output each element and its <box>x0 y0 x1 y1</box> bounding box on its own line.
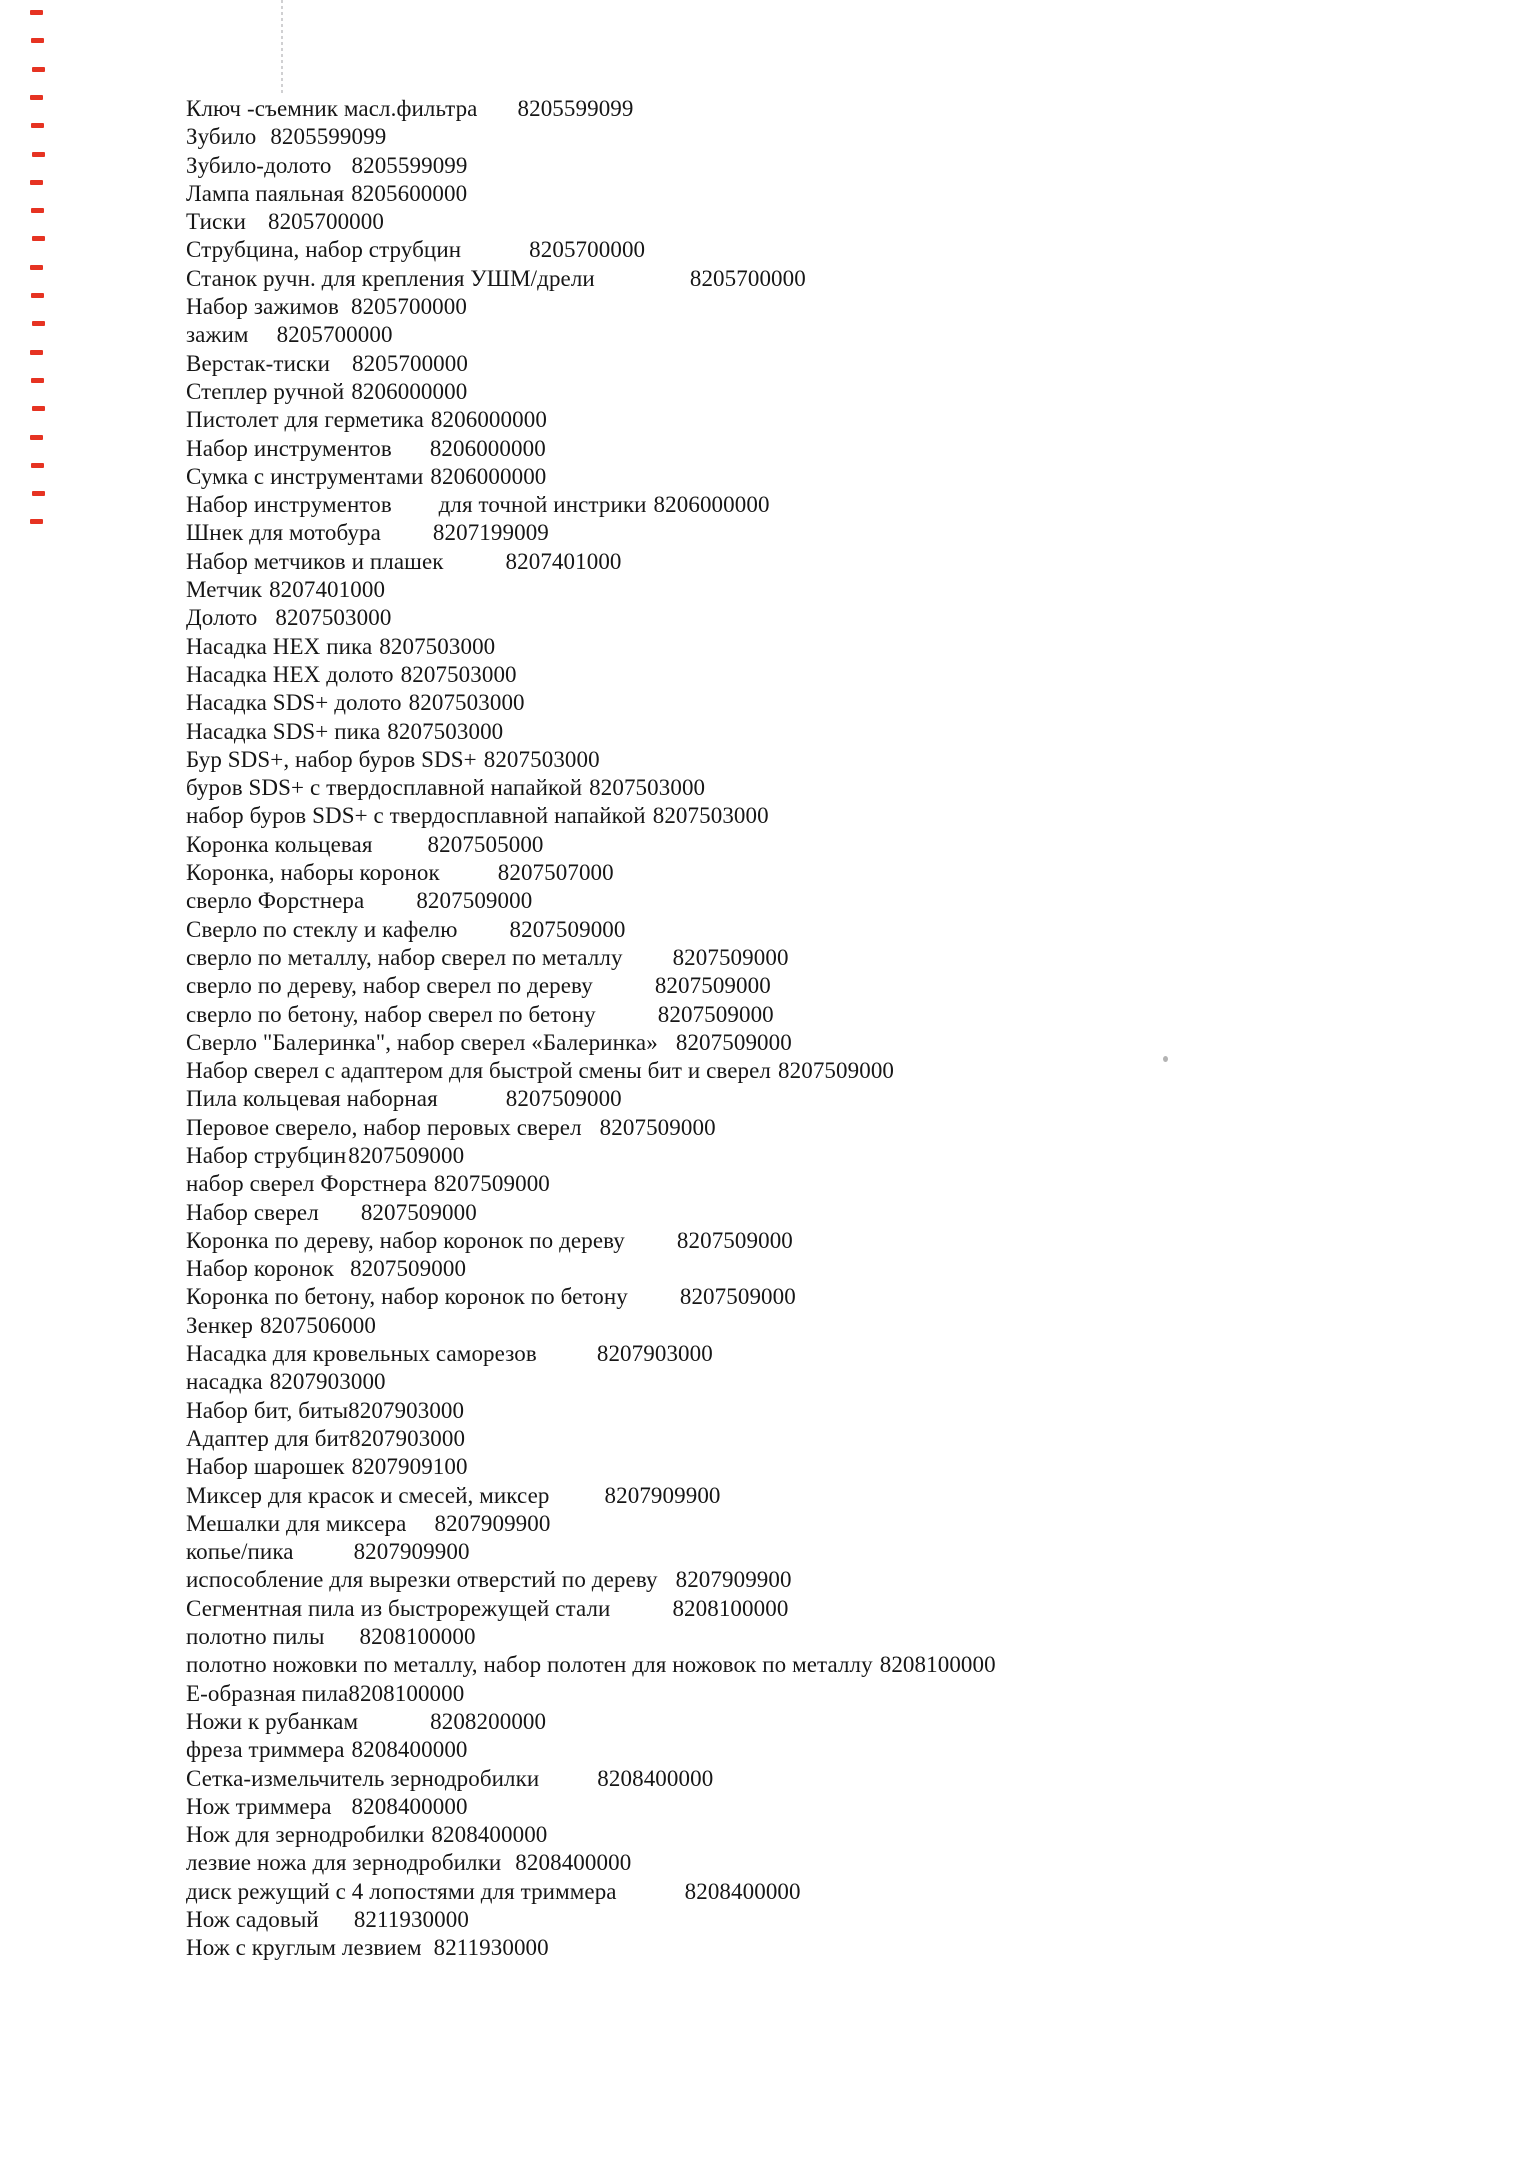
item-code: 8208100000 <box>879 1652 996 1678</box>
red-margin-dash <box>32 67 45 72</box>
item-gap <box>406 1530 434 1531</box>
list-item <box>186 774 1486 802</box>
item-gap <box>319 1926 354 1927</box>
item-code: 8205600000 <box>351 180 468 206</box>
item-code: 8207509000 <box>360 1199 477 1225</box>
item-name: Набор инструментов для точной инстрики <box>186 492 647 518</box>
item-gap <box>332 1813 352 1814</box>
red-margin-dash <box>31 293 44 298</box>
red-margin-dash <box>30 265 43 270</box>
item-code: 8206000000 <box>351 378 468 404</box>
item-gap <box>461 256 529 257</box>
item-gap <box>424 426 431 427</box>
item-name: фреза триммера <box>186 1737 345 1763</box>
item-gap <box>262 596 269 597</box>
item-name: Нож садовый <box>186 1907 319 1932</box>
red-margin-dash <box>30 10 43 15</box>
list-item <box>186 1595 1486 1623</box>
list-item <box>186 859 1486 887</box>
list-item <box>186 689 1486 717</box>
item-name: Набор инструментов <box>186 435 392 461</box>
list-item <box>186 718 1486 746</box>
item-code: 8207509000 <box>416 888 533 914</box>
list-item <box>186 1312 1486 1340</box>
item-gap <box>427 1190 434 1191</box>
red-margin-dash <box>30 435 43 440</box>
list-item <box>186 1765 1486 1793</box>
list-item <box>186 1538 1486 1566</box>
item-code: 8207509000 <box>679 1284 796 1310</box>
item-code: 8205700000 <box>351 350 468 376</box>
item-gap <box>332 172 352 173</box>
item-name: лезвие ножа для зернодробилки <box>186 1850 502 1876</box>
item-gap <box>345 1756 352 1757</box>
list-item <box>186 548 1486 576</box>
item-code: 8207503000 <box>589 775 706 801</box>
list-item <box>186 1199 1486 1227</box>
list-item <box>186 1085 1486 1113</box>
item-code: 8207509000 <box>654 973 771 999</box>
item-gap <box>658 1049 676 1050</box>
list-item <box>186 1340 1486 1368</box>
item-code: 8207503000 <box>387 718 504 744</box>
list-item <box>186 519 1486 547</box>
item-name: Верстак-тиски <box>186 350 330 376</box>
red-margin-dash <box>32 152 45 157</box>
item-gap <box>253 1332 260 1333</box>
item-code: 8206000000 <box>653 492 770 518</box>
item-code: 8211930000 <box>353 1907 469 1932</box>
item-gap <box>345 1473 352 1474</box>
item-name: Шнек для мотобура <box>186 520 381 546</box>
item-gap <box>539 1785 597 1786</box>
scan-crease-artifact <box>281 0 283 96</box>
item-name: Метчик <box>186 577 263 603</box>
red-margin-dash <box>30 350 43 355</box>
item-name: Набор бит, биты <box>186 1397 349 1423</box>
red-margin-dash <box>32 236 45 241</box>
red-margin-dash <box>31 208 44 213</box>
item-code: 8208100000 <box>359 1624 476 1650</box>
item-code: 8208400000 <box>351 1737 468 1763</box>
item-code: 8205700000 <box>350 294 467 320</box>
item-name: Набор зажимов <box>186 294 339 320</box>
list-item <box>186 1793 1486 1821</box>
list-item <box>186 604 1486 632</box>
item-code: 8207509000 <box>675 1029 792 1055</box>
item-code: 8208200000 <box>430 1708 547 1734</box>
item-code: 8207401000 <box>505 548 622 574</box>
item-code: 8207509000 <box>350 1256 467 1282</box>
item-name: Коронка кольцевая <box>186 831 373 857</box>
item-code: 8207506000 <box>259 1312 376 1338</box>
item-code: 8207503000 <box>275 605 392 631</box>
item-gap <box>392 455 430 456</box>
item-code: 8207509000 <box>509 916 626 942</box>
red-margin-dash <box>31 38 44 43</box>
item-code: 8205700000 <box>276 322 393 348</box>
list-item <box>186 180 1486 208</box>
item-name: Насадка HEX пика <box>186 633 373 659</box>
item-code: 8205599099 <box>351 152 468 178</box>
item-name: Набор струбцин <box>186 1142 347 1168</box>
list-item <box>186 916 1486 944</box>
list-item <box>186 1906 1486 1934</box>
item-name: сверло по дереву, набор сверел по дереву <box>186 973 593 999</box>
list-item <box>186 265 1486 293</box>
item-code: 8207909100 <box>351 1454 468 1480</box>
item-code: 8206000000 <box>430 407 547 433</box>
item-name: Степлер ручной <box>186 378 345 404</box>
list-item <box>186 1736 1486 1764</box>
item-name: буров SDS+ с твердосплавной напайкой <box>186 775 583 801</box>
item-code: 8207903000 <box>348 1397 465 1423</box>
list-item <box>186 1255 1486 1283</box>
item-name: Коронка по бетону, набор коронок по бетону <box>186 1284 628 1310</box>
item-gap <box>422 1954 434 1955</box>
item-name: Лампа паяльная <box>186 180 345 206</box>
item-code: 8208400000 <box>515 1850 632 1876</box>
item-code: 8206000000 <box>430 463 547 489</box>
item-gap <box>647 511 654 512</box>
item-code: 8207903000 <box>269 1369 386 1395</box>
item-name: Тиски <box>186 209 246 235</box>
item-code: 8208100000 <box>672 1595 789 1621</box>
red-margin-dash <box>31 123 44 128</box>
list-item <box>186 802 1486 830</box>
list-item <box>186 491 1486 519</box>
item-code: 8207909900 <box>604 1482 721 1508</box>
item-name: набор сверел Форстнера <box>186 1171 427 1197</box>
item-name: копье/пика <box>186 1539 294 1565</box>
list-item <box>186 350 1486 378</box>
red-margin-dash <box>30 180 43 185</box>
list-item <box>186 1142 1486 1170</box>
item-gap <box>381 539 433 540</box>
item-name: Зенкер <box>186 1312 253 1338</box>
item-name: Нож триммера <box>186 1793 332 1819</box>
item-name: Пистолет для герметика <box>186 407 424 433</box>
item-gap <box>771 1077 778 1078</box>
list-item <box>186 406 1486 434</box>
item-gap <box>582 1134 600 1135</box>
item-name: Набор метчиков и плашек <box>186 548 444 574</box>
list-item <box>186 1482 1486 1510</box>
item-gap <box>873 1671 880 1672</box>
item-code: 8207509000 <box>599 1114 716 1140</box>
item-code: 8211930000 <box>433 1935 549 1961</box>
item-name: Сумка с инструментами <box>186 463 424 489</box>
list-item <box>186 435 1486 463</box>
item-gap <box>325 1643 360 1644</box>
item-code: 8207503000 <box>400 661 517 687</box>
item-code: 8207503000 <box>483 746 600 772</box>
item-name: Миксер для красок и смесей, миксер <box>186 1482 550 1508</box>
list-item <box>186 1453 1486 1481</box>
item-code: 8208400000 <box>597 1765 714 1791</box>
item-gap <box>501 1869 515 1870</box>
item-code: 8208400000 <box>684 1878 801 1904</box>
item-code: 8207909900 <box>353 1539 470 1565</box>
red-margin-dash <box>31 463 44 468</box>
list-item <box>186 1001 1486 1029</box>
item-name: Долото <box>186 605 258 631</box>
list-item <box>186 208 1486 236</box>
item-code: 8205599099 <box>517 96 634 121</box>
item-name: Набор сверел с адаптером для быстрой смены бит и сверел <box>186 1058 772 1084</box>
list-item <box>186 1708 1486 1736</box>
item-name: полотно ножовки по металлу, набор полотен для ножовок по металлу <box>186 1652 873 1678</box>
item-code: 8207509000 <box>348 1142 465 1168</box>
item-gap <box>358 1728 430 1729</box>
item-gap <box>263 1388 270 1389</box>
item-code: 8207509000 <box>778 1058 895 1084</box>
item-name: Сегментная пила из быстрорежущей стали <box>186 1595 611 1621</box>
item-gap <box>319 1219 361 1220</box>
list-item <box>186 831 1486 859</box>
item-gap <box>249 341 277 342</box>
item-code: 8207401000 <box>269 577 386 603</box>
list-item <box>186 746 1486 774</box>
item-name: Зубило-долото <box>186 152 332 178</box>
item-gap <box>334 1275 350 1276</box>
item-code: 8207505000 <box>427 831 544 857</box>
list-item <box>186 972 1486 1000</box>
item-code: 8207509000 <box>672 944 789 970</box>
item-gap <box>394 681 401 682</box>
list-item <box>186 944 1486 972</box>
list-item <box>186 633 1486 661</box>
item-code: 8207507000 <box>497 860 614 886</box>
item-name: сверло по металлу, набор сверел по металлу <box>186 944 623 970</box>
item-gap <box>257 624 275 625</box>
item-name: диск режущий с 4 лопостями для триммера <box>186 1878 617 1904</box>
list-item <box>186 321 1486 349</box>
item-name: Насадка HEX долото <box>186 661 394 687</box>
item-gap <box>477 766 484 767</box>
item-gap <box>440 879 498 880</box>
red-margin-dash <box>32 406 45 411</box>
item-gap <box>646 822 653 823</box>
item-name: Набор сверел <box>186 1199 319 1225</box>
list-item <box>186 1623 1486 1651</box>
list-item <box>186 1227 1486 1255</box>
item-code: 8207509000 <box>505 1086 622 1112</box>
item-code: 8208400000 <box>431 1822 548 1848</box>
item-name: Сверло по стеклу и кафелю <box>186 916 458 942</box>
item-name: Насадка SDS+ долото <box>186 690 402 716</box>
item-gap <box>330 370 352 371</box>
item-name: сверло по бетону, набор сверел по бетону <box>186 1001 596 1027</box>
item-name: Станок ручн. для крепления УШМ/дрели <box>186 265 595 291</box>
item-code: 8207199009 <box>432 520 549 546</box>
item-gap <box>617 1898 685 1899</box>
scan-speck-artifact <box>1163 1056 1168 1062</box>
list-item <box>186 1651 1486 1679</box>
item-name: Сетка-измельчитель зернодробилки <box>186 1765 540 1791</box>
item-code: 8205599099 <box>270 124 387 150</box>
item-name: полотно пилы <box>186 1624 325 1650</box>
list-item <box>186 1368 1486 1396</box>
item-gap <box>596 1021 658 1022</box>
item-gap <box>623 964 673 965</box>
item-code: 8205700000 <box>267 209 384 235</box>
item-code: 8207903000 <box>349 1425 466 1451</box>
list-item <box>186 378 1486 406</box>
item-name: Насадка SDS+ пика <box>186 718 381 744</box>
item-name: Ключ -съемник масл.фильтра <box>186 96 478 121</box>
list-item <box>186 1114 1486 1142</box>
item-name: насадка <box>186 1369 263 1395</box>
item-code: 8207509000 <box>676 1227 793 1253</box>
item-name: Струбцина, набор струбцин <box>186 237 462 263</box>
red-margin-dash <box>31 378 44 383</box>
red-margin-dash <box>32 491 45 496</box>
list-item <box>186 236 1486 264</box>
red-margin-dash <box>30 95 43 100</box>
item-gap <box>364 907 416 908</box>
item-gap <box>628 1303 680 1304</box>
item-gap <box>256 143 270 144</box>
list-item <box>186 887 1486 915</box>
item-list <box>186 95 1486 1963</box>
item-name: Нож с круглым лезвием <box>186 1935 422 1961</box>
item-name: испособление для вырезки отверстий по дереву <box>186 1567 658 1593</box>
list-item <box>186 1510 1486 1538</box>
item-name: Пила кольцевая наборная <box>186 1086 438 1112</box>
item-name: Нож для зернодробилки <box>186 1822 425 1848</box>
item-name: Бур SDS+, набор буров SDS+ <box>186 746 477 772</box>
item-name: Е-образная пила <box>186 1680 349 1706</box>
item-name: Насадка для кровельных саморезов <box>186 1341 537 1367</box>
red-margin-dash <box>30 519 43 524</box>
item-gap <box>537 1360 597 1361</box>
item-gap <box>478 115 518 116</box>
item-name: Набор шарошек <box>186 1454 345 1480</box>
red-margin-marks <box>0 0 60 600</box>
item-code: 8206000000 <box>429 435 546 461</box>
item-name: сверло Форстнера <box>186 888 365 914</box>
item-code: 8208400000 <box>351 1793 468 1819</box>
list-item <box>186 1425 1486 1453</box>
item-gap <box>339 313 351 314</box>
item-code: 8207509000 <box>657 1001 774 1027</box>
item-name: Ножи к рубанкам <box>186 1708 359 1734</box>
list-item <box>186 293 1486 321</box>
item-gap <box>593 992 655 993</box>
item-code: 8207903000 <box>596 1341 713 1367</box>
item-name: набор буров SDS+ с твердосплавной напайкой <box>186 803 646 829</box>
item-code: 8205700000 <box>529 237 646 263</box>
red-margin-dash <box>32 321 45 326</box>
list-item <box>186 1849 1486 1877</box>
item-gap <box>294 1558 354 1559</box>
item-code: 8208100000 <box>348 1680 465 1706</box>
item-gap <box>402 709 409 710</box>
list-item <box>186 1680 1486 1708</box>
list-item <box>186 152 1486 180</box>
item-gap <box>550 1502 605 1503</box>
list-item <box>186 661 1486 689</box>
item-gap <box>438 1105 506 1106</box>
item-gap <box>625 1247 677 1248</box>
list-item <box>186 1170 1486 1198</box>
list-item <box>186 1057 1486 1085</box>
item-gap <box>458 936 510 937</box>
item-code: 8205700000 <box>689 265 806 291</box>
item-gap <box>444 568 506 569</box>
list-item <box>186 1029 1486 1057</box>
item-code: 8207503000 <box>652 803 769 829</box>
item-gap <box>658 1586 676 1587</box>
item-gap <box>610 1615 672 1616</box>
list-item <box>186 1934 1486 1962</box>
item-gap <box>373 851 428 852</box>
list-item <box>186 1566 1486 1594</box>
item-name: Коронка, наборы коронок <box>186 860 440 886</box>
item-name: Перовое сверело, набор перовых сверел <box>186 1114 582 1140</box>
item-name: Коронка по дереву, набор коронок по дереву <box>186 1227 625 1253</box>
item-name: зажим <box>186 322 249 348</box>
item-name: Набор коронок <box>186 1256 335 1282</box>
item-name: Зубило <box>186 124 257 150</box>
item-code: 8207503000 <box>408 690 525 716</box>
list-item <box>186 576 1486 604</box>
list-item <box>186 95 1486 123</box>
item-code: 8207503000 <box>379 633 496 659</box>
item-name: Адаптер для бит <box>186 1425 350 1451</box>
item-code: 8207509000 <box>433 1171 550 1197</box>
item-name: Мешалки для миксера <box>186 1510 407 1536</box>
list-item <box>186 1878 1486 1906</box>
item-name: Сверло "Балеринка", набор сверел «Балеринка» <box>186 1029 658 1055</box>
list-item <box>186 1821 1486 1849</box>
list-item <box>186 463 1486 491</box>
list-item <box>186 1397 1486 1425</box>
item-gap <box>595 285 690 286</box>
list-item <box>186 123 1486 151</box>
item-code: 8207909900 <box>675 1567 792 1593</box>
item-code: 8207909900 <box>434 1510 551 1536</box>
item-gap <box>246 228 268 229</box>
list-item <box>186 1283 1486 1311</box>
